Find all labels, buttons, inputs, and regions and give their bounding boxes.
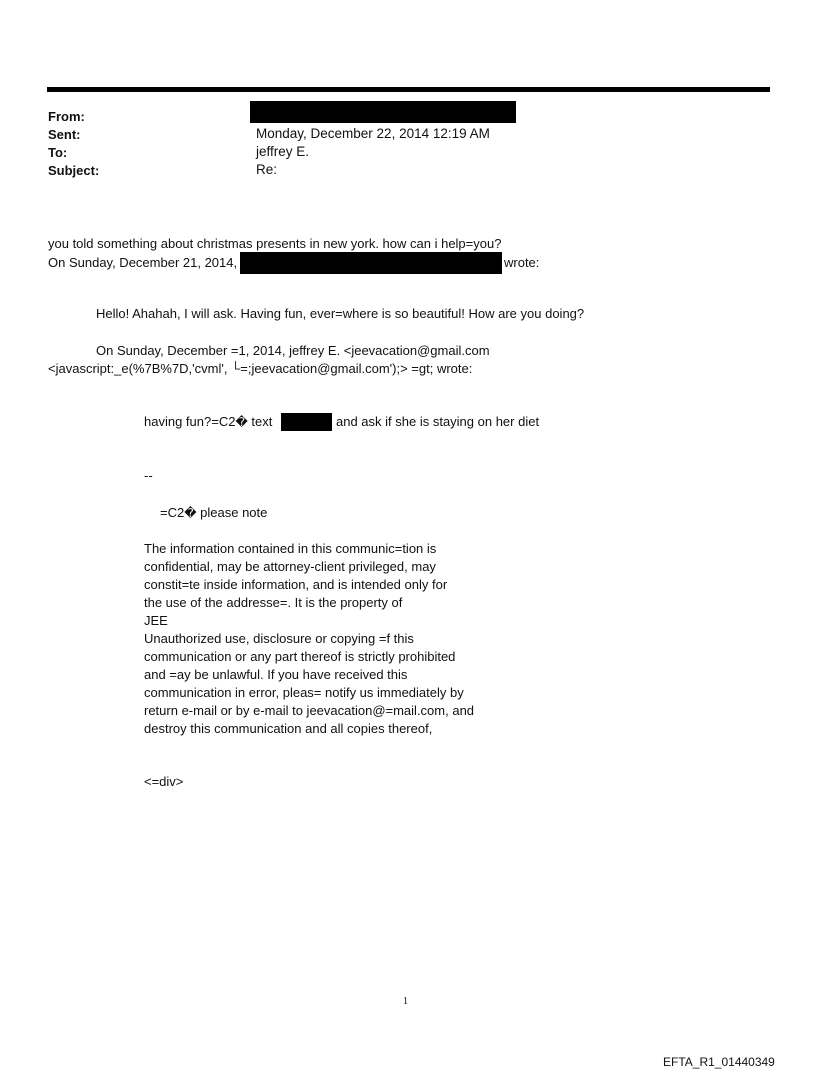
subject-value: Re:	[256, 162, 278, 177]
div-tag-text: <=div>	[144, 774, 184, 789]
replacement-glyph: �	[235, 415, 248, 429]
subject-label: Subject:	[48, 163, 100, 178]
quote-line-2b: <javascript:_e(%7B%7D,'cvml', └=;jeevacation@gmail.com');> =gt; wrote:	[48, 361, 473, 376]
replacement-glyph: �	[184, 506, 197, 520]
quote-line-2a: On Sunday, December =1, 2014, jeffrey E. <jeevacation@gmail.com	[96, 343, 490, 358]
fun-prefix: having fun?=C2	[144, 414, 236, 429]
bates-number: EFTA_R1_01440349	[663, 1055, 775, 1069]
message-wrote: wrote:	[504, 255, 540, 270]
redaction-sender	[240, 252, 502, 274]
redaction-from	[250, 101, 516, 123]
to-value: jeffrey E.	[256, 144, 310, 159]
page-number: 1	[403, 996, 408, 1007]
sent-value: Monday, December 22, 2014 12:19 AM	[256, 126, 490, 141]
fun-line	[144, 414, 272, 429]
from-label: From:	[48, 109, 85, 124]
sent-label: Sent:	[48, 127, 81, 142]
message-line-1: you told something about christmas presents in new york. how can i help=you?	[48, 236, 502, 251]
fun-text: text	[251, 414, 273, 429]
signature-dashes: --	[144, 468, 153, 483]
note-prefix: =C2	[160, 505, 185, 520]
message-on-date: On Sunday, December 21, 2014,	[48, 255, 238, 270]
note-line	[160, 505, 267, 520]
quote-line-1: Hello! Ahahah, I will ask. Having fun, ever=where is so beautiful! How are you doing?	[96, 306, 585, 321]
note-text: please note	[200, 505, 268, 520]
fun-suffix: and ask if she is staying on her diet	[336, 414, 540, 429]
disclaimer-text: The information contained in this communic=tion is confidential, may be attorney-client privileged, may constit=te inside information, and is intended only for the use of the addresse=. It is the property of JEE Unauthorized use, disclosure or copying =f this communication or any part thereof is strictly prohibited and =ay be unlawful. If you have received this communication in error, pleas= notify us immediately by return e-mail or by e-mail to jeevacation@=mail.com, and destroy this communication and all copies thereof,	[144, 541, 475, 736]
to-label: To:	[48, 145, 68, 160]
header-rule	[47, 87, 770, 92]
redaction-name	[281, 413, 332, 431]
